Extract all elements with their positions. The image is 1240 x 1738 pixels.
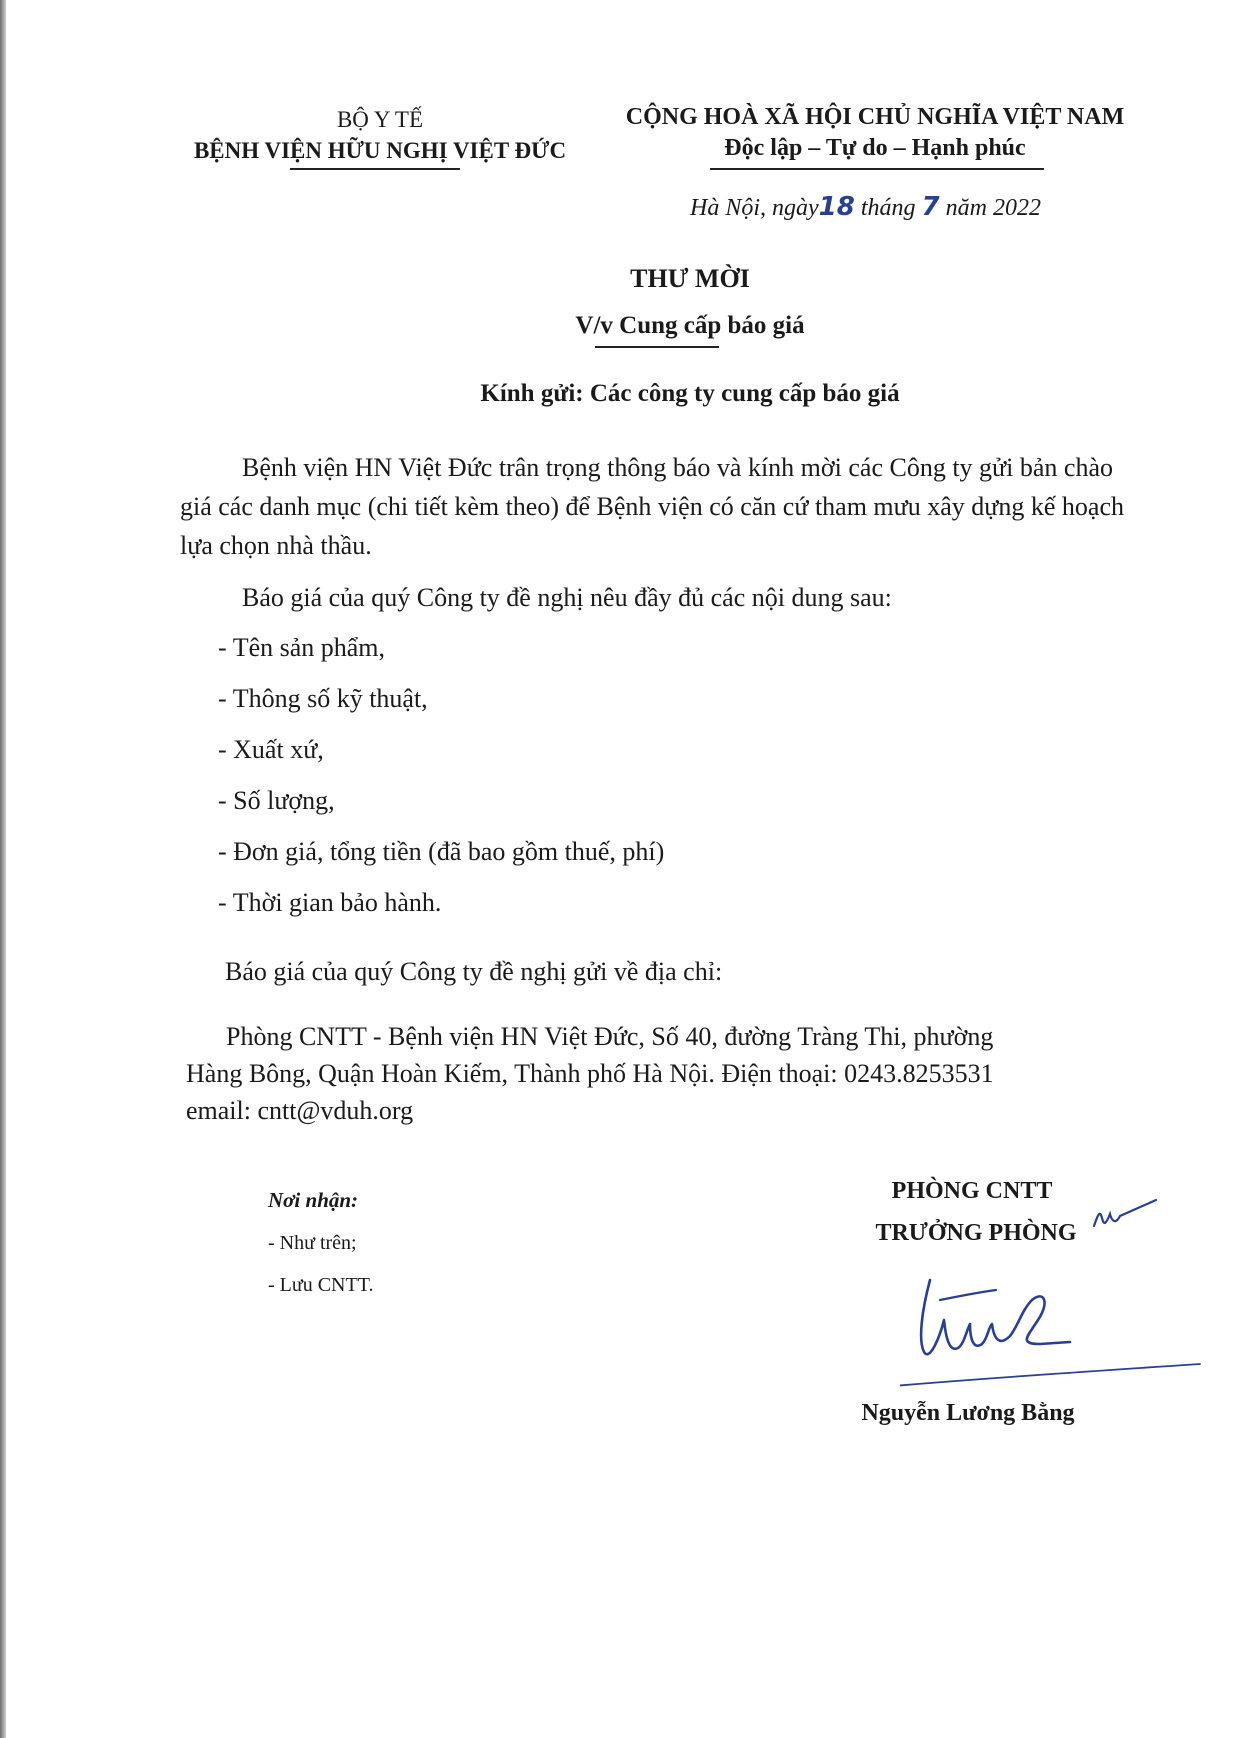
national-motto-block [605, 102, 1145, 164]
date-month-label: tháng [860, 195, 916, 221]
issuer-block [170, 104, 590, 166]
country-name: CỘNG HOÀ XÃ HỘI CHỦ NGHĨA VIỆT NAM [625, 104, 1125, 130]
list-item: - Thời gian bảo hành. [218, 888, 442, 917]
email-line: email: cntt@vduh.org [186, 1096, 414, 1125]
signer-position: TRƯỞNG PHÒNG [875, 1220, 1077, 1246]
addressee-line: Kính gửi: Các công ty cung cấp báo giá [480, 380, 900, 407]
date-line [690, 192, 1041, 222]
list-item: - Đơn giá, tổng tiền (đã bao gồm thuế, phí) [218, 837, 665, 866]
recipients-title: Nơi nhận: [268, 1188, 359, 1212]
signer-name: Nguyễn Lương Bằng [861, 1400, 1075, 1426]
handwritten-initials [1090, 1196, 1160, 1236]
recipient-item: - Lưu CNTT. [268, 1274, 374, 1296]
requirements-intro: Báo giá của quý Công ty đề nghị nêu đầy đủ các nội dung sau: [242, 583, 892, 612]
intro-paragraph: Bệnh viện HN Việt Đức trân trọng thông báo và kính mời các Công ty gửi bản chào giá các danh mục (chi tiết kèm theo) để Bệnh viện có căn cứ tham mưu xây dựng kế hoạch lựa chọn nhà thầu. [180, 453, 1124, 560]
recipient-item: - Như trên; [268, 1232, 357, 1254]
motto: Độc lập – Tự do – Hạnh phúc [724, 135, 1026, 161]
signer-department: PHÒNG CNTT [891, 1178, 1053, 1204]
contact-address [186, 1018, 1126, 1129]
list-item: - Thông số kỹ thuật, [218, 684, 428, 713]
ministry-name: BỘ Y TẾ [336, 107, 424, 132]
date-prefix: Hà Nội, ngày [690, 195, 819, 221]
issuer-underline [290, 168, 460, 170]
address-line-2: Hàng Bông, Quận Hoàn Kiếm, Thành phố Hà Nội. Điện thoại: 0243.8253531 [186, 1059, 994, 1088]
list-item: - Tên sản phẩm, [218, 633, 386, 662]
subtitle-underline [595, 346, 719, 348]
date-year: năm 2022 [945, 195, 1041, 221]
document-title: THƯ MỜI [630, 264, 750, 293]
list-item: - Số lượng, [218, 786, 335, 815]
address-intro: Báo giá của quý Công ty đề nghị gửi về địa chỉ: [225, 957, 723, 986]
motto-underline [710, 168, 1044, 170]
hospital-name: BỆNH VIỆN HỮU NGHỊ VIỆT ĐỨC [193, 138, 567, 163]
requirements-list [218, 628, 1118, 934]
list-item: - Xuất xứ, [218, 735, 324, 764]
document-subtitle: V/v Cung cấp báo giá [575, 312, 805, 339]
scan-edge-shadow [0, 0, 6, 1738]
date-month-handwritten: 7 [921, 192, 940, 222]
handwritten-signature [900, 1240, 1210, 1400]
date-day-handwritten: 18 [818, 192, 855, 222]
address-line-1: Phòng CNTT - Bệnh viện HN Việt Đức, Số 40, đường Tràng Thi, phường [226, 1022, 994, 1051]
